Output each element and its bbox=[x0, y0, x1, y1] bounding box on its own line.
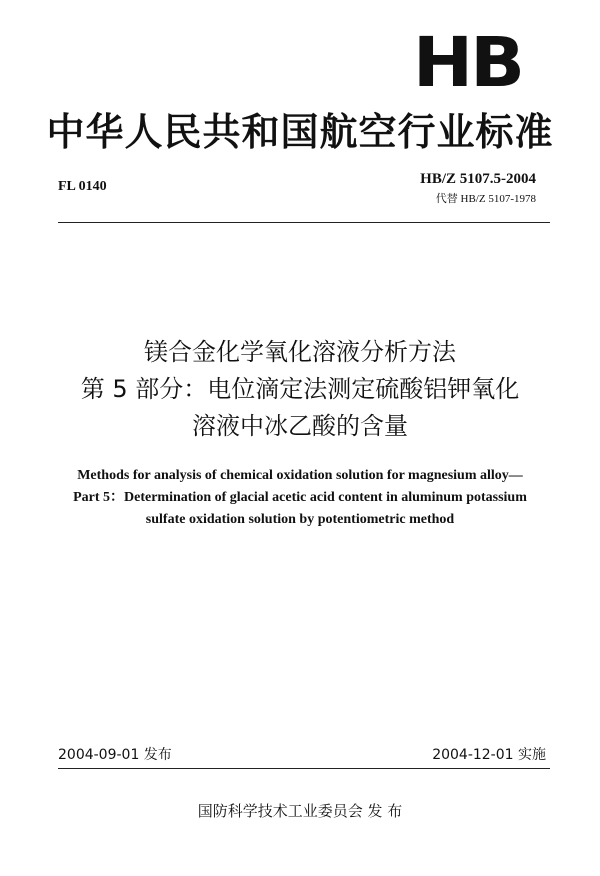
replaces-standard: 代替 HB/Z 5107-1978 bbox=[435, 193, 536, 205]
top-divider bbox=[58, 222, 550, 223]
english-title-line-2: Part 5：Determination of glacial acetic acid content in aluminum potassium bbox=[73, 490, 527, 505]
classification-code: FL 0140 bbox=[58, 179, 107, 194]
hb-logo: HB bbox=[412, 22, 522, 103]
english-title-line-1: Methods for analysis of chemical oxidation solution for magnesium alloy— bbox=[77, 468, 523, 483]
bottom-divider bbox=[58, 768, 550, 769]
organization-title: 中华人民共和国航空行业标准 bbox=[46, 110, 554, 154]
implementation-date: 2004-12-01 实施 bbox=[432, 747, 546, 763]
issue-date: 2004-09-01 发布 bbox=[58, 747, 172, 763]
chinese-title-line-1: 镁合金化学氧化溶液分析方法 bbox=[144, 338, 456, 366]
chinese-title-line-2: 第 5 部分：电位滴定法测定硫酸铝钾氧化 bbox=[80, 375, 520, 403]
publisher: 国防科学技术工业委员会 发 布 bbox=[197, 802, 403, 820]
english-title-line-3: sulfate oxidation solution by potentiometric method bbox=[145, 512, 455, 527]
standard-number: HB/Z 5107.5-2004 bbox=[420, 171, 536, 187]
chinese-title-line-3: 溶液中冰乙酸的含量 bbox=[192, 412, 408, 440]
